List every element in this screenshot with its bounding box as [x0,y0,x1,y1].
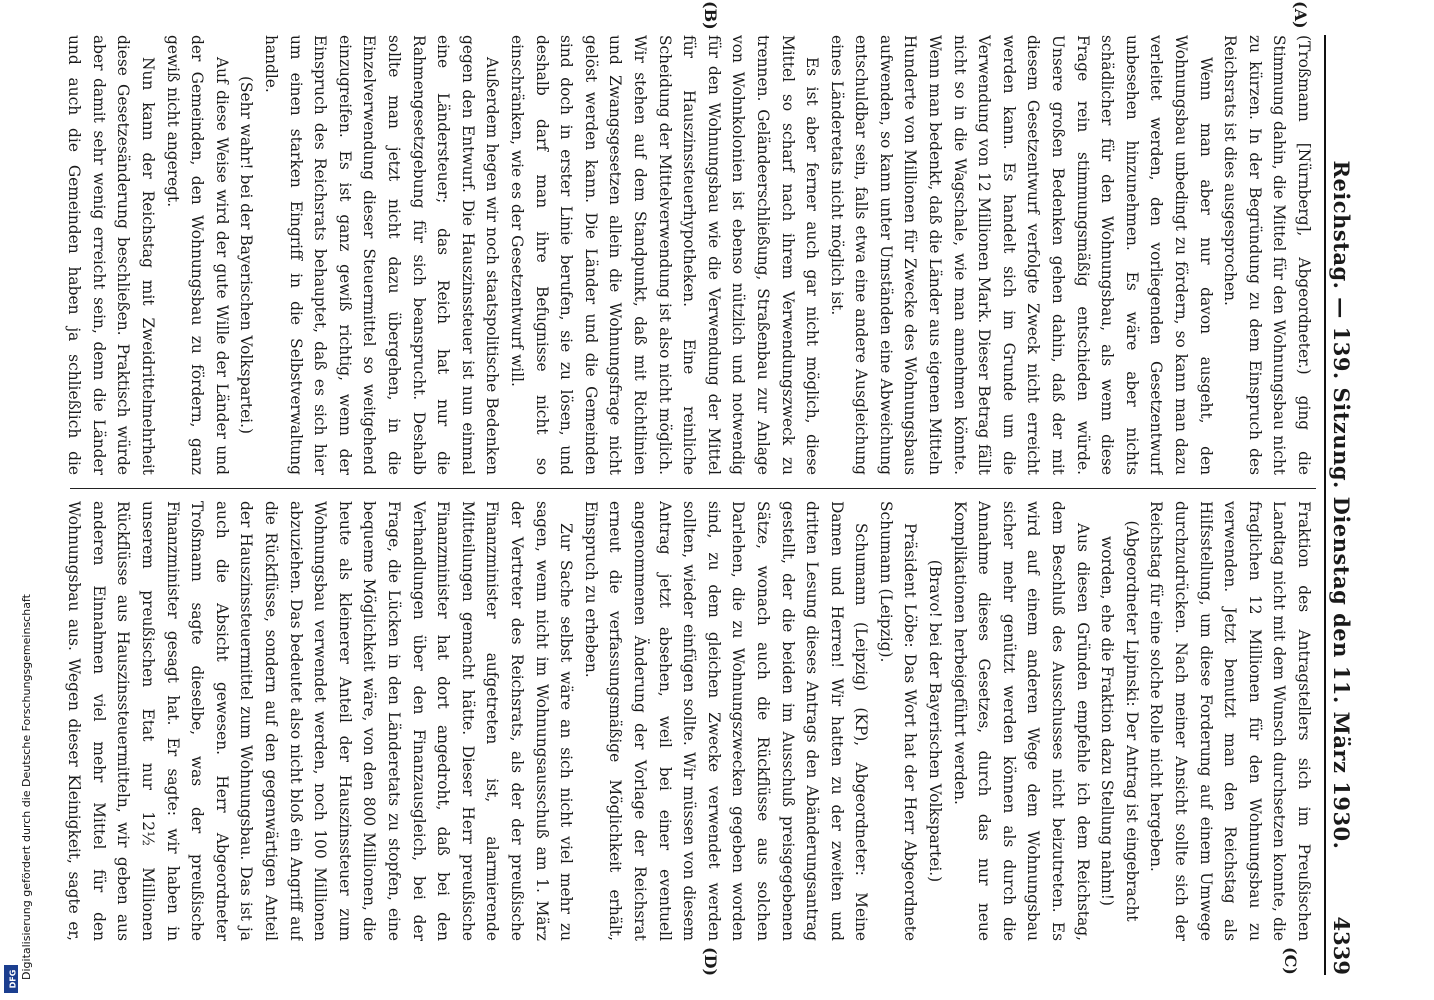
digitization-credit [2,120,33,990]
column-divider [70,488,1316,489]
paragraph: Wenn man aber nur davon ausgeht, den Wohnungsbau unbedingt zu fördern, so kann man dazu verleitet werden, den vorliegenden Gesetzentwurf unbesehen hinzunehmen. Es wäre aber nichts schädlicher für den Wohnungsbau, als wenn diese Frage rein stimmungsmäßig entschieden würde. Unsere großen Bedenken gehen dahin, daß der mit diesem Gesetzentwurf verfolgte Zweck nicht erreicht werden kann. Es handelt sich im Grunde um die Verwendung von 12 Millionen Mark. Dieser Betrag fällt nicht so in die Wagschale, wie man annehmen könnte. Wenn man bedenkt, daß die Länder aus eigenen Mitteln Hunderte von Millionen für Zwecke des Wohnungsbaus aufwenden, so kann unter Umständen eine Abweichung entschuldbar sein, falls etwa eine andere Ausgleichung eines Länderetats nicht möglich ist. [827,35,1215,475]
paragraph: Aus diesen Gründen empfehle ich dem Reichstag, dem Beschluß des Ausschusses nicht beizutreten. Es wird auf einem anderen Wege dem Wohnungsbau sicher mehr genützt werden können als durch die Annahme dieses Gesetzes, durch das nur neue Komplikationen herbeigeführt werden. [950,501,1092,941]
interjection: (Sehr wahr! bei der Bayerischen Volkspartei.) [237,75,256,435]
paragraph: Zur Sache selbst wäre an sich nicht viel mehr zu sagen, wenn nicht im Wohnungsausschuß am 1. März der Vertreter des Reichsrats, als der der preußische Finanzminister aufgetreten ist, alarmierende Mitteilungen gemacht hätte. Dieser Herr preußische Finanzminister hat dort angedroht, daß bei den Verhandlungen über den Finanzausgleich, bei der Frage, die Lücken in den Länderetats zu stopfen, eine bequeme Möglichkeit wäre, von den 800 Millionen, die heute als kleinerer Anteil der Hauszinssteuer zum Wohnungsbau verwendet werden, noch 100 Millionen abzuziehen. Das bedeutet also nicht bloß ein Angriff auf die Rückflüsse, sondern auf den gegenwärtigen Anteil der Hauszinssteuermittel zum Wohnungsbau. Das ist ja auch die Absicht gewesen. Herr Abgeordneter Troßmann sagte dieselbe, was der preußische Finanzminister gesagt hat. Er sagte: wir haben in unserem preußischen Etat nur 12½ Millionen Rückflüsse aus Hauszinssteuermitteln, wir geben aus anderen Einnahmen viel mehr Mittel für den Wohnungsbau aus. Wegen dieser Kleinigkeit, sagte er, [65,501,576,941]
margin-marker-d: (D) [701,947,720,977]
paragraph: (Troßmann [Nürnberg], Abgeordneter.) ging die Stimmung dahin, die Mittel für den Wohnungsbau nicht zu kürzen. In der Begründung zu dem Einspruch des Reichsrats ist dies ausgesprochen. [1221,35,1313,475]
logo-text: DFG [8,969,18,989]
right-column [60,501,1316,941]
margin-marker-b: (B) [701,1,720,30]
credit-text: Digitalisierung gefördert durch die Deutsche Forschungsgemeinschaft [20,594,33,980]
page-number: 4339 [1329,916,1354,975]
paragraph: Auf diese Weise wird der gute Wille der Länder und der Gemeinden, den Wohnungsbau zu fördern, ganz gewiß nicht angeregt. [163,35,231,475]
interjection: (Bravo! bei der Bayerischen Volkspartei.) [926,559,945,883]
speaker-paragraph: Präsident Löbe: Das Wort hat der Herr Abgeordnete Schumann (Leipzig). [876,501,920,941]
document-page [60,1,1360,977]
paragraph: Es ist aber ferner auch gar nicht möglich, diese Mittel so scharf nach ihrem Verwendungszweck zu trennen. Geländeerschließung, Straßenbau zur Anlage von Wohnkolonien ist ebenso nützlich und notwendig für den Wohnungsbau wie die Verwendung der Mittel für Hauszinssteuerhypotheken. Eine reinliche Scheidung der Mittelverwendung ist also nicht möglich. Wir stehen auf dem Standpunkt, daß mit Richtlinien und Zwangsgesetzen allein die Wohnungsfrage nicht gelöst werden kann. Die Länder und die Gemeinden sind doch in erster Linie berufen, sie zu lösen, und deshalb darf man ihre Befugnisse nicht so einschränken, wie es der Gesetzentwurf will. [508,35,822,475]
page-title: Reichstag. — 139. Sitzung. Dienstag den 11. März 1930. [1329,160,1354,850]
paragraph: Außerdem hegen wir noch staatspolitische Bedenken gegen den Entwurf. Die Hauszinssteuer ist nun einmal eine Ländersteuer; das Reich hat nur die Rahmengesetzgebung für sich beansprucht. Deshalb sollte man jetzt nicht dazu übergehen, in die Einzelverwendung dieser Steuermittel so weitgehend einzugreifen. Es ist ganz gewiß richtig, wenn der Einspruch des Reichsrats behauptet, daß es sich hier um einen starken Eingriff in die Selbstverwaltung handle. [262,35,502,475]
speaker-paragraph: Schumann (Leipzig) (KP), Abgeordneter: Meine Damen und Herren! Wir hatten zu der zweiten und dritten Lesung dieses Antrags den Abänderungsantrag gestellt, der die beiden im Ausschuß preisgegebenen Sätze, wonach auch die Rückflüsse aus solchen Darlehen, die zu Wohnungszwecken gegeben worden sind, zu dem gleichen Zwecke verwendet werden sollten, wieder einfügen sollte. Wir müssen von diesem Antrag jetzt absehen, weil bei einer eventuell angenommenen Änderung der Vorlage der Reichsrat erneut die verfassungsmäßige Möglichkeit erhält, Einspruch zu erheben. [581,501,871,941]
paragraph: Nun kann der Reichstag mit Zweidrittelmehrheit diese Gesetzesänderung beschließen. Praktisch würde aber damit sehr wenig erreicht sein, denn die Länder und auch die Gemeinden haben ja schließlich die [65,35,158,475]
dfg-logo [4,965,18,993]
interjection: (Abgeordneter Lipinski: Der Antrag ist eingebracht worden, ehe die Fraktion dazu Stellung nahm!) [1098,520,1141,922]
margin-marker-a: (A) [1291,1,1310,29]
margin-marker-c: (C) [1281,947,1300,975]
left-column [60,35,1316,475]
page-header [1324,35,1360,975]
paragraph: Fraktion des Antragstellers sich im Preußischen Landtag nicht mit dem Wunsch durchsetzen konnte, die fraglichen 12 Millionen für den Wohnungsbau zu verwenden. Jetzt benutzt man den Reichstag als Hilfsstellung, um diese Forderung auf einem Umwege durchzudrücken. Nach meiner Ansicht sollte sich der Reichstag für eine solche Rolle nicht hergeben. [1147,501,1313,941]
